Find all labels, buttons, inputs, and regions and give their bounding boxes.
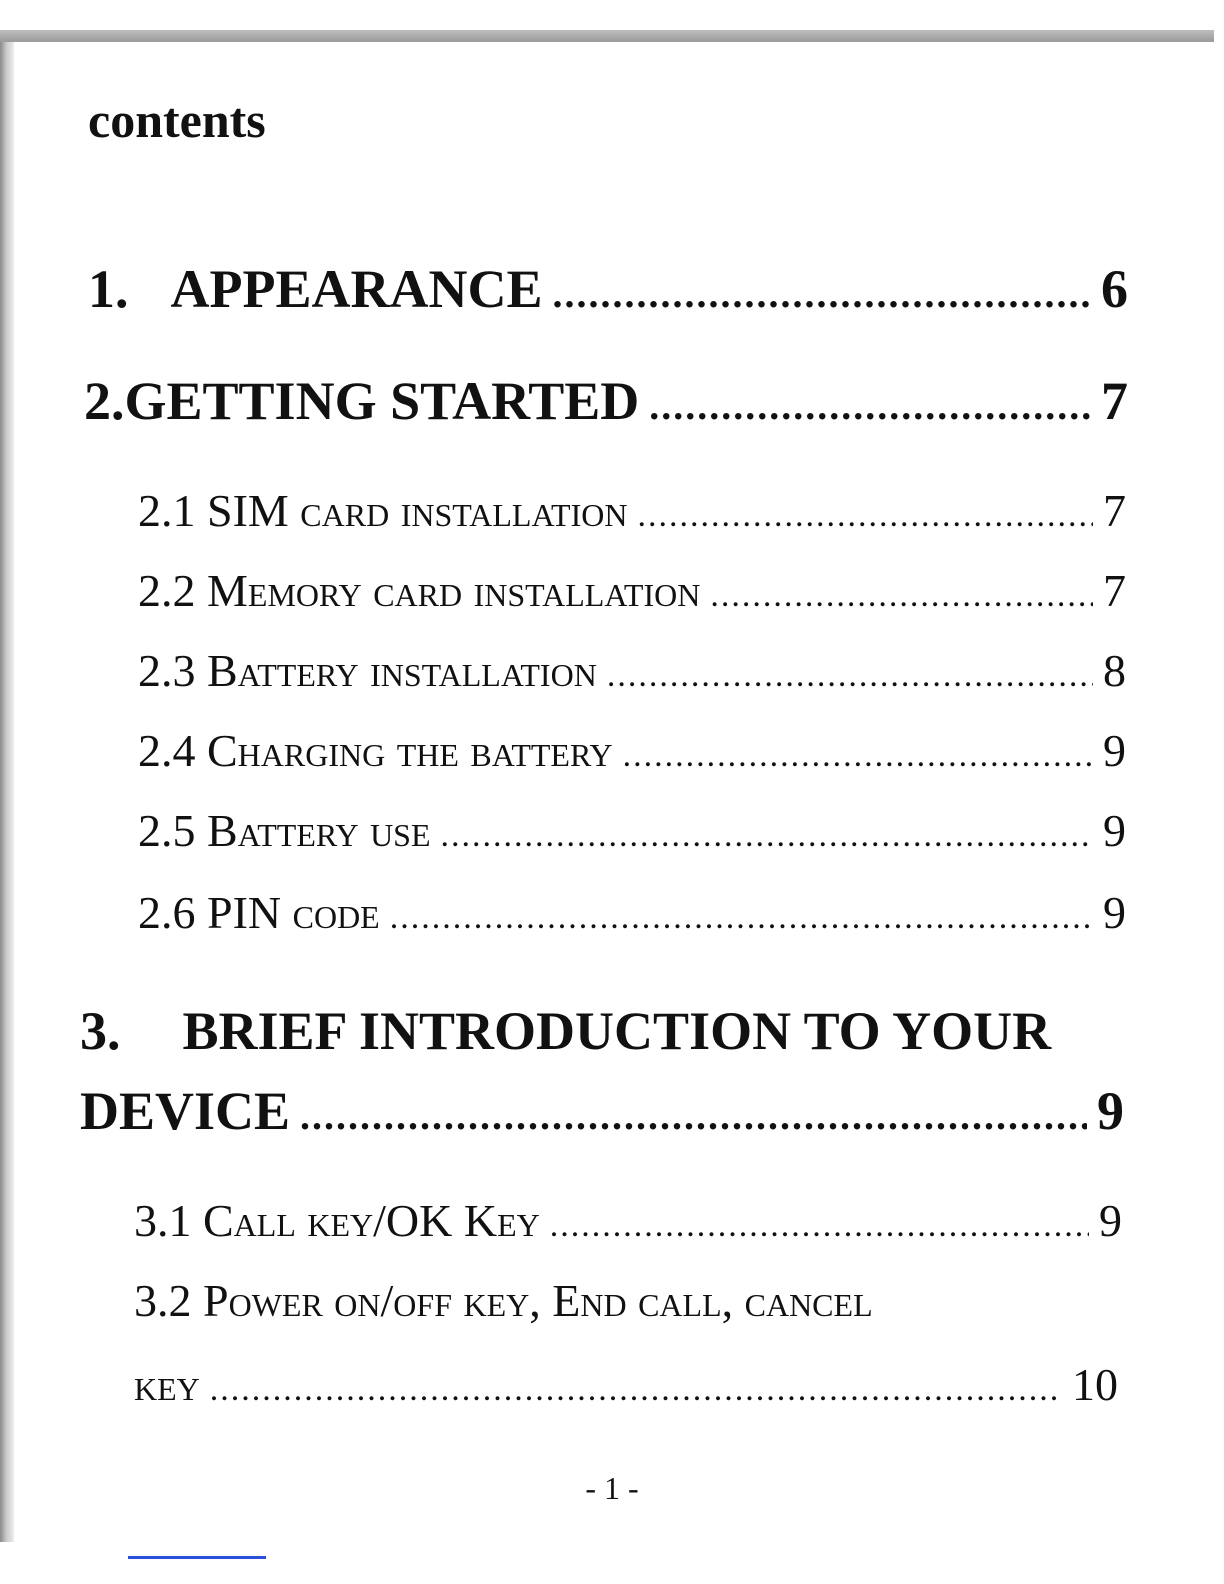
toc-entry-page: 9 xyxy=(1103,805,1126,856)
toc-entry-page: 7 xyxy=(1103,565,1126,616)
toc-entry-label: 2.GETTING STARTED xyxy=(84,371,640,431)
toc-leader-dots xyxy=(607,659,1093,693)
toc-entry-number: 1. xyxy=(88,259,129,319)
toc-entry-charging-battery[interactable] xyxy=(138,724,1126,777)
toc-entry-page: 9 xyxy=(1097,1081,1124,1141)
toc-entry-label: 2.3 Battery installation xyxy=(138,645,597,696)
toc-leader-dots xyxy=(623,739,1093,773)
toc-entry-battery-installation[interactable] xyxy=(138,644,1126,697)
toc-entry-page: 9 xyxy=(1103,725,1126,776)
toc-entry-sim-card[interactable] xyxy=(138,484,1126,537)
toc-entry-label: 2.4 Charging the battery xyxy=(138,725,613,776)
toc-entry-label: 3.1 Call key/OK Key xyxy=(134,1195,540,1246)
toc-entry-page: 8 xyxy=(1103,645,1126,696)
toc-entry-page: 7 xyxy=(1103,485,1126,536)
toc-leader-dots xyxy=(553,274,1092,314)
toc-leader-dots xyxy=(649,386,1091,426)
toc-leader-dots xyxy=(300,1096,1087,1136)
toc-entry-brief-intro-line2[interactable] xyxy=(80,1080,1124,1142)
toc-entry-power-key-line2[interactable] xyxy=(134,1358,1118,1411)
toc-entry-label: DEVICE xyxy=(80,1081,291,1141)
toc-leader-dots xyxy=(550,1209,1089,1243)
toc-leader-dots xyxy=(390,901,1093,935)
toc-entry-label: BRIEF INTRODUCTION TO YOUR xyxy=(182,1001,1052,1061)
toc-entry-call-key[interactable] xyxy=(134,1194,1122,1247)
toc-entry-label: 2.1 SIM card installation xyxy=(138,485,628,536)
toc-entry-page: 9 xyxy=(1103,887,1126,938)
blue-underline-mark xyxy=(128,1556,266,1559)
toc-leader-dots xyxy=(441,819,1093,853)
toc-entry-page: 6 xyxy=(1101,259,1128,319)
toc-entry-label: 2.2 Memory card installation xyxy=(138,565,701,616)
toc-entry-page: 10 xyxy=(1072,1359,1118,1410)
toc-entry-memory-card[interactable] xyxy=(138,564,1126,617)
toc-entry-label: 3.2 Power on/off key, End call, cancel xyxy=(134,1275,873,1326)
toc-entry-brief-intro-line1[interactable] xyxy=(80,1000,1051,1062)
toc-entry-getting-started[interactable] xyxy=(84,370,1128,432)
toc-leader-dots xyxy=(637,499,1093,533)
toc-entry-power-key-line1[interactable] xyxy=(134,1274,873,1327)
toc-leader-dots xyxy=(710,579,1093,613)
toc-entry-page: 9 xyxy=(1099,1195,1122,1246)
toc-entry-pin-code[interactable] xyxy=(138,886,1126,939)
toc-entry-battery-use[interactable] xyxy=(138,804,1126,857)
toc-entry-appearance[interactable] xyxy=(88,258,1128,320)
page-number: - 1 - xyxy=(585,1470,639,1506)
toc-leader-dots xyxy=(210,1373,1062,1407)
page-title: contents xyxy=(88,92,266,148)
toc-entry-label: key xyxy=(134,1359,200,1410)
toc-entry-label: 2.5 Battery use xyxy=(138,805,431,856)
toc-entry-label: APPEARANCE xyxy=(170,259,543,319)
toc-entry-label: 2.6 PIN code xyxy=(138,887,380,938)
toc-entry-number: 3. xyxy=(80,1001,121,1061)
toc-entry-page: 7 xyxy=(1101,371,1128,431)
